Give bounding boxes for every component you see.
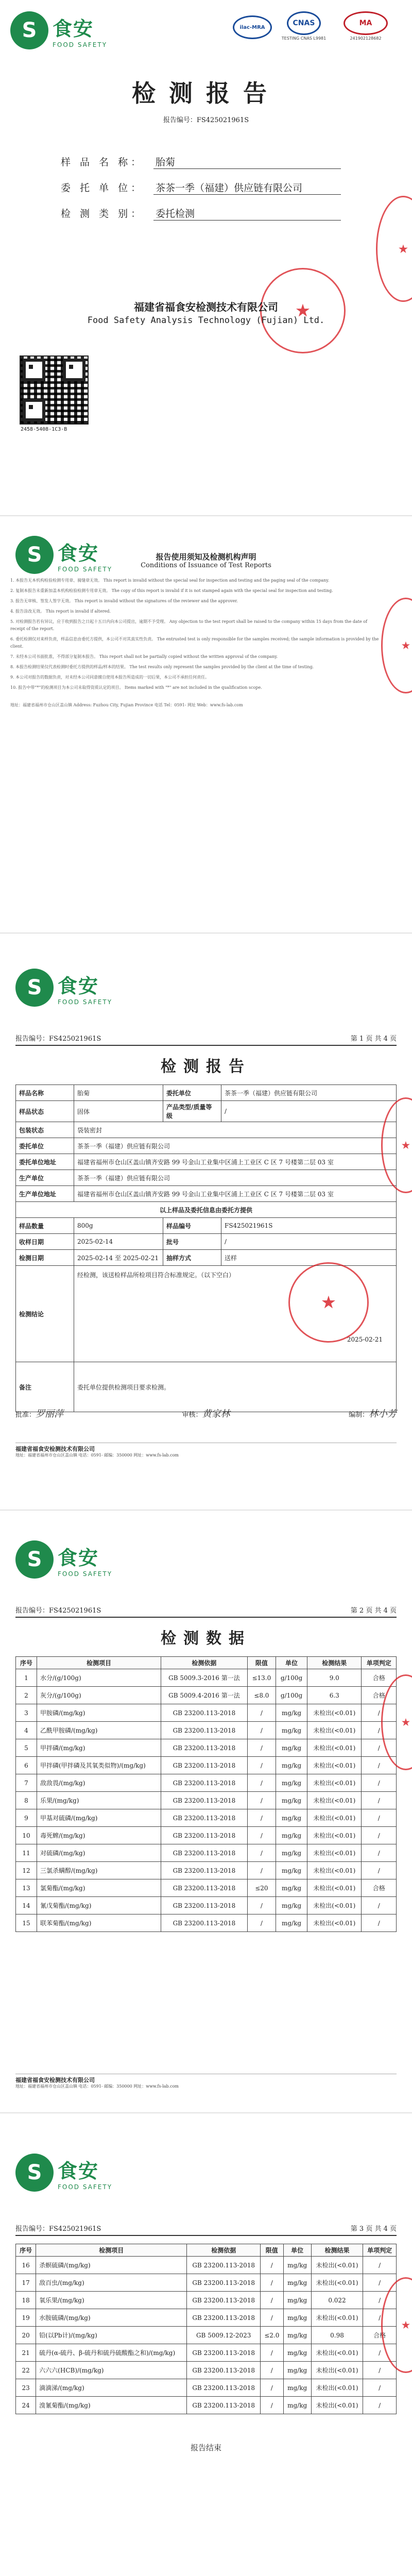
- table-row: [16, 2309, 397, 2327]
- logo-s-icon: S: [10, 11, 48, 49]
- table-cell: GB 5009.3-2016 第一法: [161, 1669, 248, 1687]
- table-cell: mg/kg: [276, 1879, 307, 1897]
- table-cell: 0.98: [311, 2327, 363, 2344]
- table-cell: mg/kg: [276, 1914, 307, 1932]
- reviewer-signature: 黄家林: [202, 1409, 230, 1419]
- test-seal-stamp: ★: [288, 1262, 369, 1343]
- table-cell: /: [363, 2344, 397, 2362]
- table-row: [16, 1827, 397, 1844]
- table-row: 包装状态 袋装密封: [16, 1122, 397, 1138]
- page-header: [15, 2223, 397, 2236]
- table-row: [16, 2362, 397, 2379]
- table-cell: GB 23200.113-2018: [187, 2379, 261, 2397]
- table-cell: 敌百虫/(mg/kg): [36, 2274, 187, 2292]
- org-name-cn: 福建省福食安检测技术有限公司: [134, 301, 278, 313]
- ilac-mra-icon: ilac-MRA: [232, 15, 273, 39]
- table-cell: /: [362, 1704, 397, 1722]
- table-cell: /: [261, 2292, 284, 2309]
- table-cell: 硫丹(α-硫丹、β-硫丹和硫丹硫酸酯之和)/(mg/kg): [36, 2344, 187, 2362]
- table-cell: mg/kg: [276, 1792, 307, 1809]
- table-cell: mg/kg: [283, 2379, 311, 2397]
- test-data-table: [15, 1656, 397, 1932]
- table-row: [16, 2344, 397, 2362]
- table-cell: GB 23200.113-2018: [161, 1914, 248, 1932]
- table-cell: /: [247, 1809, 276, 1827]
- table-row: [16, 1792, 397, 1809]
- table-cell: /: [247, 1739, 276, 1757]
- table-cell: 甲拌磷(甲拌磷及其氧类似物)/(mg/kg): [37, 1757, 161, 1774]
- table-row: [16, 1774, 397, 1792]
- page-header: [15, 1605, 397, 1618]
- table-cell: g/100g: [276, 1669, 307, 1687]
- table-cell: 未检出(<0.01): [311, 2257, 363, 2274]
- table-cell: /: [261, 2309, 284, 2327]
- table-cell: mg/kg: [276, 1722, 307, 1739]
- table-cell: /: [362, 1792, 397, 1809]
- table-cell: /: [261, 2379, 284, 2397]
- cma-icon: MA 241902128682: [335, 11, 397, 41]
- table-cell: 合格: [362, 1669, 397, 1687]
- page-number: 第 1 页 共 4 页: [350, 1035, 397, 1043]
- table-cell: 滴滴涕/(mg/kg): [36, 2379, 187, 2397]
- table-cell: 未检出(<0.01): [311, 2397, 363, 2414]
- table-cell: 三氯杀螨醇/(mg/kg): [37, 1862, 161, 1879]
- table-row: [16, 1862, 397, 1879]
- table-cell: 0.022: [311, 2292, 363, 2309]
- qr-code-icon: [20, 355, 89, 425]
- table-row: 以上样品及委托信息由委托方提供: [16, 1202, 397, 1218]
- table-cell: g/100g: [276, 1687, 307, 1704]
- table-row: [16, 2257, 397, 2274]
- table-cell: 敌敌畏/(mg/kg): [37, 1774, 161, 1792]
- table-cell: 21: [16, 2344, 36, 2362]
- table-cell: 乙酰甲胺磷/(mg/kg): [37, 1722, 161, 1739]
- table-cell: /: [362, 1757, 397, 1774]
- table-row: 委托单位 茶茶一季（福建）供应链有限公司: [16, 1138, 397, 1154]
- table-cell: 未检出(<0.01): [307, 1914, 362, 1932]
- table-cell: GB 23200.113-2018: [161, 1739, 248, 1757]
- qr-caption: 2458-5408-1C3-B: [21, 427, 67, 432]
- table-cell: mg/kg: [276, 1897, 307, 1914]
- edge-seal-stamp: ★: [381, 1674, 412, 1770]
- table-cell: GB 23200.113-2018: [161, 1844, 248, 1862]
- brand-logo: [10, 11, 107, 49]
- table-cell: GB 23200.113-2018: [161, 1757, 248, 1774]
- table-cell: mg/kg: [283, 2397, 311, 2414]
- table-cell: 5: [16, 1739, 37, 1757]
- table-cell: 6: [16, 1757, 37, 1774]
- table-cell: GB 23200.113-2018: [161, 1722, 248, 1739]
- table-cell: /: [261, 2257, 284, 2274]
- report-number: 报告编号：FS425021961S: [15, 2225, 101, 2233]
- table-cell: /: [362, 1774, 397, 1792]
- table-cell: 6.3: [307, 1687, 362, 1704]
- cover-page: [0, 0, 412, 515]
- table-row: 检测日期 2025-02-14 至 2025-02-21 抽样方式 送样: [16, 1250, 397, 1266]
- table-cell: 13: [16, 1879, 37, 1897]
- approver-signature: 罗丽萍: [36, 1409, 64, 1419]
- table-cell: 未检出(<0.01): [311, 2309, 363, 2327]
- table-cell: 合格: [362, 1879, 397, 1897]
- table-cell: 17: [16, 2274, 36, 2292]
- table-cell: 4: [16, 1722, 37, 1739]
- table-cell: GB 23200.113-2018: [187, 2257, 261, 2274]
- signature-row: 批准：罗丽萍 审核：黄家林 编制：林小芳: [15, 1409, 397, 1419]
- table-cell: /: [362, 1862, 397, 1879]
- table-cell: /: [363, 2362, 397, 2379]
- table-cell: 铅(以Pb计)/(mg/kg): [36, 2327, 187, 2344]
- table-cell: 溴氰菊酯/(mg/kg): [36, 2397, 187, 2414]
- table-cell: 甲基对硫磷/(mg/kg): [37, 1809, 161, 1827]
- edge-seal-stamp: ★: [381, 2277, 412, 2373]
- table-cell: 未检出(<0.01): [307, 1722, 362, 1739]
- table-cell: GB 23200.113-2018: [161, 1809, 248, 1827]
- cover-seal-stamp: ★: [260, 268, 346, 353]
- logo-name-en: FOOD SAFETY: [53, 41, 108, 48]
- table-cell: 8: [16, 1792, 37, 1809]
- table-cell: 10: [16, 1827, 37, 1844]
- cnas-icon: CNAS TESTING CNAS L9981: [281, 11, 327, 41]
- test-data-table-continued: [15, 2244, 397, 2414]
- table-cell: GB 23200.113-2018: [161, 1879, 248, 1897]
- table-cell: mg/kg: [283, 2257, 311, 2274]
- table-row: 委托单位地址 福建省福州市仓山区盖山镇齐安路 99 号金山工业集中区浦上工业区 C 区 7 号楼第二层 03 室: [16, 1154, 397, 1170]
- table-cell: GB 23200.113-2018: [161, 1827, 248, 1844]
- page-separator: [0, 933, 412, 934]
- table-cell: /: [363, 2257, 397, 2274]
- table-cell: 未检出(<0.01): [311, 2274, 363, 2292]
- report-title: 检测报告: [132, 79, 280, 107]
- table-row: 收样日期 2025-02-14 批号 /: [16, 1234, 397, 1250]
- table-cell: mg/kg: [283, 2309, 311, 2327]
- table-cell: 未检出(<0.01): [307, 1827, 362, 1844]
- table-cell: 16: [16, 2257, 36, 2274]
- table-cell: GB 23200.113-2018: [187, 2344, 261, 2362]
- table-cell: 未检出(<0.01): [311, 2362, 363, 2379]
- table-row: 样品名称 胎菊 委托单位 茶茶一季（福建）供应链有限公司: [16, 1085, 397, 1101]
- page-title: 检测报告: [161, 1058, 251, 1076]
- table-row: [16, 2379, 397, 2397]
- table-cell: ≤8.0: [247, 1687, 276, 1704]
- report-number: 报告编号：FS425021961S: [163, 116, 249, 124]
- table-cell: /: [247, 1774, 276, 1792]
- table-cell: 23: [16, 2379, 36, 2397]
- table-cell: /: [247, 1722, 276, 1739]
- table-cell: 甲胺磷/(mg/kg): [37, 1704, 161, 1722]
- table-cell: GB 23200.113-2018: [187, 2397, 261, 2414]
- table-cell: mg/kg: [276, 1774, 307, 1792]
- table-cell: /: [362, 1722, 397, 1739]
- page-footer: 福建省福食安检测技术有限公司 地址：福建省福州市仓山区盖山镇 电话：0591- 邮编：350000 网址：www.fs-lab.com: [15, 1443, 397, 1459]
- table-cell: GB 5009.12-2023: [187, 2327, 261, 2344]
- table-cell: /: [261, 2344, 284, 2362]
- table-row: [16, 1757, 397, 1774]
- table-cell: mg/kg: [283, 2362, 311, 2379]
- table-cell: /: [362, 1844, 397, 1862]
- table-cell: /: [247, 1914, 276, 1932]
- table-cell: 杀螟硫磷/(mg/kg): [36, 2257, 187, 2274]
- table-cell: 9.0: [307, 1669, 362, 1687]
- table-cell: GB 23200.113-2018: [161, 1704, 248, 1722]
- edge-seal-stamp: ★: [381, 1097, 412, 1193]
- notice-subtitle: Conditions of Issuance of Test Reports: [141, 562, 271, 569]
- report-end-note: 报告结束: [190, 2443, 221, 2452]
- table-cell: /: [363, 2274, 397, 2292]
- table-cell: /: [363, 2379, 397, 2397]
- table-cell: 联苯菊酯/(mg/kg): [37, 1914, 161, 1932]
- edge-seal-stamp: ★: [381, 598, 412, 693]
- table-row: 备注 委托单位提供检测项目要求检测。: [16, 1362, 397, 1412]
- table-cell: 7: [16, 1774, 37, 1792]
- table-cell: /: [247, 1827, 276, 1844]
- table-row: [16, 1704, 397, 1722]
- compiler-signature: 林小芳: [368, 1409, 397, 1419]
- table-row: [16, 1879, 397, 1897]
- brand-logo: S 食安 FOOD SAFETY: [15, 536, 112, 574]
- table-cell: /: [247, 1792, 276, 1809]
- table-header-row: 序号 检测项目 检测依据 限值 单位 检测结果 单项判定: [16, 1657, 397, 1669]
- report-page-2: [0, 1520, 412, 2112]
- table-cell: 未检出(<0.01): [307, 1897, 362, 1914]
- table-cell: 未检出(<0.01): [307, 1774, 362, 1792]
- table-row: [16, 1914, 397, 1932]
- table-cell: 氰戊菊酯/(mg/kg): [37, 1897, 161, 1914]
- table-cell: 未检出(<0.01): [307, 1704, 362, 1722]
- page-separator: [0, 2112, 412, 2113]
- table-cell: 合格: [363, 2327, 397, 2344]
- table-cell: mg/kg: [276, 1757, 307, 1774]
- table-cell: GB 23200.113-2018: [187, 2309, 261, 2327]
- table-cell: 未检出(<0.01): [307, 1792, 362, 1809]
- table-cell: GB 23200.113-2018: [161, 1792, 248, 1809]
- logo-s-icon: S: [15, 536, 54, 574]
- page-separator: [0, 515, 412, 516]
- table-cell: 未检出(<0.01): [311, 2344, 363, 2362]
- table-cell: 毒死蜱/(mg/kg): [37, 1827, 161, 1844]
- table-cell: 乐果/(mg/kg): [37, 1792, 161, 1809]
- table-row: [16, 1687, 397, 1704]
- table-cell: GB 23200.113-2018: [187, 2274, 261, 2292]
- table-cell: mg/kg: [283, 2327, 311, 2344]
- table-cell: mg/kg: [276, 1809, 307, 1827]
- table-cell: /: [247, 1704, 276, 1722]
- table-cell: 9: [16, 1809, 37, 1827]
- table-cell: /: [362, 1827, 397, 1844]
- table-cell: /: [247, 1844, 276, 1862]
- table-cell: 未检出(<0.01): [307, 1809, 362, 1827]
- report-number: 报告编号：FS425021961S: [15, 1035, 101, 1043]
- table-row: [16, 1722, 397, 1739]
- logo-s-icon: S: [15, 969, 54, 1007]
- report-page-1: [0, 943, 412, 1510]
- table-cell: 20: [16, 2327, 36, 2344]
- table-row: 生产单位 茶茶一季（福建）供应链有限公司: [16, 1170, 397, 1186]
- table-cell: 11: [16, 1844, 37, 1862]
- table-cell: /: [363, 2397, 397, 2414]
- table-cell: 对硫磷/(mg/kg): [37, 1844, 161, 1862]
- table-row: [16, 1669, 397, 1687]
- notice-text: 1. 本报告无本机构检验检测专用章、骑缝章无效。 This report is invalid without the special seal for inspection and testing and the paging seal of the company. 2. 复制本报告未重新加盖本机构检验检测专用章无效。 The copy of this report is invalid if it is not stamped again with the special seal for inspection and testing. 3. 报告无审核、签发人签字无效。 This report is invalid without the signatures of the reviewer and the approver. 4. 报告涂改无效。 This report is invalid if altered. 5. 对检测报告若有异议，应于收到报告之日起十五日内向本公司提出，逾期不予受理。 Any objection to the test report shall be raised to the company within 15 days from the date of receipt of the report. 6. 委托检测仅对来样负责，样品信息由委托方提供，本公司不对其真实性负责。 The entrusted test is only responsible for the samples received; the sample information is provided by the client. 7. 未经本公司书面批准，不得部分复制本报告。 This report shall not be partially copied without the written approval of the company. 8. 本报告检测结果仅代表检测时委托方提供的样品/样本的结果。 The test results only represent the samples provided by the client at the time of testing. 9. 本公司对报告的数据负责，对未经本公司同意擅自使用本报告所造成的一切后果，本公司不承担任何责任。 10. 报告中带“*”的检测项目为本公司未取得资质认定的项目。 Items marked with "*" are not included in the qualification scope. 地址：福建省福州市仓山区盖山镇 Address: Fuzhou City, Fujian Province 电话 Tel：0591- 网址 Web：www.fs-lab.com: [10, 578, 379, 707]
- table-cell: 未检出(<0.01): [307, 1739, 362, 1757]
- table-cell: /: [247, 1862, 276, 1879]
- table-cell: /: [247, 1757, 276, 1774]
- table-cell: 未检出(<0.01): [307, 1862, 362, 1879]
- page-title: 检测数据: [161, 1630, 251, 1648]
- field-client: 委 托 单 位： 茶茶一季（福建）供应链有限公司: [61, 180, 341, 195]
- table-cell: GB 23200.113-2018: [161, 1774, 248, 1792]
- table-cell: ≤13.0: [247, 1669, 276, 1687]
- table-row: [16, 1739, 397, 1757]
- table-cell: /: [362, 1739, 397, 1757]
- table-cell: mg/kg: [276, 1704, 307, 1722]
- table-cell: 甲拌磷/(mg/kg): [37, 1739, 161, 1757]
- table-cell: 19: [16, 2309, 36, 2327]
- page-number: 第 2 页 共 4 页: [350, 1607, 397, 1615]
- table-cell: 12: [16, 1862, 37, 1879]
- table-row: [16, 2274, 397, 2292]
- table-cell: /: [261, 2274, 284, 2292]
- table-cell: ≤20: [247, 1879, 276, 1897]
- table-cell: 未检出(<0.01): [311, 2379, 363, 2397]
- table-cell: GB 23200.113-2018: [187, 2362, 261, 2379]
- table-cell: 六六六(HCB)/(mg/kg): [36, 2362, 187, 2379]
- table-cell: /: [261, 2362, 284, 2379]
- notice-page: [0, 520, 412, 933]
- table-cell: 24: [16, 2397, 36, 2414]
- table-cell: /: [363, 2309, 397, 2327]
- table-cell: 氯菊酯/(mg/kg): [37, 1879, 161, 1897]
- table-header-row: 序号 检测项目 检测依据 限值 单位 检测结果 单项判定: [16, 2244, 397, 2257]
- table-row: 样品状态 固体 产品类型/质量等级 /: [16, 1101, 397, 1122]
- page-footer: 福建省福食安检测技术有限公司 地址：福建省福州市仓山区盖山镇 电话：0591- 邮编：350000 网址：www.fs-lab.com: [15, 2074, 397, 2090]
- table-cell: GB 5009.4-2016 第一法: [161, 1687, 248, 1704]
- table-cell: 灰分/(g/100g): [37, 1687, 161, 1704]
- field-sample-name: 样 品 名 称： 胎菊: [61, 155, 341, 169]
- table-row: 生产单位地址 福建省福州市仓山区盖山镇齐安路 99 号金山工业集中区浦上工业区 C 区 7 号楼第二层 03 室: [16, 1186, 397, 1202]
- brand-logo: S 食安 FOOD SAFETY: [15, 2154, 112, 2192]
- table-cell: 14: [16, 1897, 37, 1914]
- page-header: [15, 1033, 397, 1046]
- table-cell: 2: [16, 1687, 37, 1704]
- brand-logo: S 食安 FOOD SAFETY: [15, 969, 112, 1007]
- table-cell: 未检出(<0.01): [307, 1879, 362, 1897]
- table-cell: mg/kg: [283, 2292, 311, 2309]
- table-row: [16, 2327, 397, 2344]
- stamp-date: 2025-02-21: [347, 1336, 383, 1343]
- page-number: 第 3 页 共 4 页: [350, 2225, 397, 2233]
- conclusion-text: 经检测，该送检样品所检项目符合标准规定。（以下空白）: [77, 1272, 235, 1279]
- table-cell: 3: [16, 1704, 37, 1722]
- org-name-en: Food Safety Analysis Technology (Fujian) Ltd.: [87, 315, 325, 326]
- table-cell: /: [363, 2292, 397, 2309]
- report-page-3: [0, 2123, 412, 2576]
- table-row: 检测结论 经检测，该送检样品所检项目符合标准规定。（以下空白） 2025-02-21: [16, 1266, 397, 1362]
- logo-s-icon: S: [15, 1540, 54, 1579]
- logo-name: 食安: [53, 17, 94, 40]
- table-cell: /: [362, 1897, 397, 1914]
- logo-s-icon: S: [15, 2154, 54, 2192]
- table-cell: GB 23200.113-2018: [187, 2292, 261, 2309]
- table-cell: 合格: [362, 1687, 397, 1704]
- table-row: 样品数量 800g 样品编号 FS425021961S: [16, 1218, 397, 1234]
- table-cell: 水胺硫磷/(mg/kg): [36, 2309, 187, 2327]
- table-cell: mg/kg: [276, 1827, 307, 1844]
- table-cell: 未检出(<0.01): [307, 1844, 362, 1862]
- edge-seal-stamp: ★: [376, 196, 412, 302]
- table-cell: mg/kg: [283, 2274, 311, 2292]
- brand-logo: S 食安 FOOD SAFETY: [15, 1540, 112, 1579]
- table-cell: 22: [16, 2362, 36, 2379]
- table-cell: 18: [16, 2292, 36, 2309]
- table-row: [16, 1809, 397, 1827]
- table-cell: /: [362, 1809, 397, 1827]
- table-cell: GB 23200.113-2018: [161, 1897, 248, 1914]
- report-number: 报告编号：FS425021961S: [15, 1607, 101, 1615]
- table-row: [16, 1897, 397, 1914]
- table-cell: mg/kg: [276, 1739, 307, 1757]
- table-cell: 1: [16, 1669, 37, 1687]
- notice-title: 报告使用须知及检测机构声明: [156, 552, 256, 562]
- table-row: [16, 1844, 397, 1862]
- table-cell: 未检出(<0.01): [307, 1757, 362, 1774]
- table-cell: mg/kg: [283, 2344, 311, 2362]
- table-cell: ≤2.0: [261, 2327, 284, 2344]
- table-cell: 15: [16, 1914, 37, 1932]
- table-cell: /: [261, 2397, 284, 2414]
- table-cell: 氧乐果/(mg/kg): [36, 2292, 187, 2309]
- table-cell: /: [247, 1897, 276, 1914]
- sample-info-table: [15, 1084, 397, 1412]
- page-separator: [0, 1510, 412, 1511]
- field-test-type: 检 测 类 别： 委托检测: [61, 206, 341, 221]
- table-row: [16, 2397, 397, 2414]
- table-cell: 水分/(g/100g): [37, 1669, 161, 1687]
- table-cell: GB 23200.113-2018: [161, 1862, 248, 1879]
- table-cell: /: [362, 1914, 397, 1932]
- table-row: [16, 2292, 397, 2309]
- table-cell: mg/kg: [276, 1844, 307, 1862]
- table-cell: mg/kg: [276, 1862, 307, 1879]
